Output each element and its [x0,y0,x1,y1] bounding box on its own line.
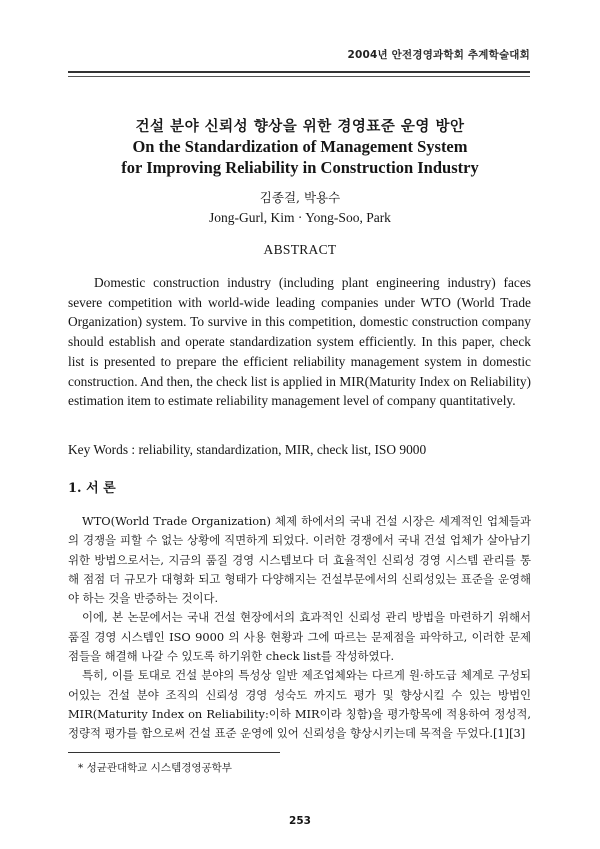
abstract-heading: ABSTRACT [263,242,337,257]
title-block [60,117,540,178]
abstract-body: Domestic construction industry (including plant engineering industry) faces severe competition with world-wide leading companies under WTO (World Trade Organization) system. To survive in this competition, domestic construction company should establish and operate standardization system efficiently. In this paper, check list is presented to prepare the efficient reliability management system in domestic construction. And then, the check list is applied in MIR(Maturity Index on Reliability) estimation item to estimate reliability management level of company quantitatively. [68,275,531,409]
paragraph: WTO(World Trade Organization) 체제 하에서의 국내 건설 시장은 세계적인 업체들과의 경쟁을 피할 수 없는 상황에 직면하게 되었다. 이러한 경쟁에서 국내 건설 업체가 살아남기 위한 방법으로서는, 지금의 품질 경영 시스템보다 더 효율적인 신뢰성 경영 시스템 관리를 통해 점점 더 규모가 대형화 되고 형태가 다양해지는 건설부문에서의 신뢰성있는 표준을 운영해야 하는 것을 반증하는 것이다. [68,514,531,606]
paper-title-korean: 건설 분야 신뢰성 향상을 위한 경영표준 운영 방안 [135,118,465,135]
paper-title-english-line1: On the Standardization of Management System [132,137,468,156]
introduction-body [68,512,531,744]
paragraph: 이에, 본 논문에서는 국내 건설 현장에서의 효과적인 신뢰성 관리 방법을 마련하기 위해서 품질 경영 시스템인 ISO 9000 의 사용 현황과 그에 따르는 문제점을 파악하고, 이러한 문제점들을 해결해 나갈 수 있도록 하기위한 check list를 작성하였다. [68,610,531,664]
paper-title-english-line2: for Improving Reliability in Construction Industry [121,157,479,177]
authors-block [60,188,540,228]
page-number: 253 [289,815,311,827]
header-rule-thin [68,76,530,77]
authors-korean: 김종걸, 박용수 [259,190,341,205]
footnote-divider [68,752,280,753]
authors-english: Jong-Gurl, Kim · Yong-Soo, Park [209,210,391,225]
section-heading-introduction: 1. 서 론 [68,481,116,496]
running-header: 2004년 안전경영과학회 추계학술대회 [347,49,530,61]
keywords: Key Words : reliability, standardization, MIR, check list, ISO 9000 [68,442,427,457]
paragraph: 특히, 이를 토대로 건설 분야의 특성상 일반 제조업체와는 다르게 원·하도급 체계로 구성되어있는 건설 분야 조직의 신뢰성 경영 성숙도 까지도 평가 및 향상시킬 수 있는 방법인 MIR(Maturity Index on Reliability:이하 MIR이라 칭함)을 평가항목에 적용하여 정성적, 정량적 평가를 함으로써 건설 표준 운영에 있어 신뢰성을 향상시키는데 목적을 두었다.[1][3] [68,668,531,741]
author-affiliation-footnote: * 성균관대학교 시스템경영공학부 [78,762,232,774]
header-rule [68,71,530,73]
